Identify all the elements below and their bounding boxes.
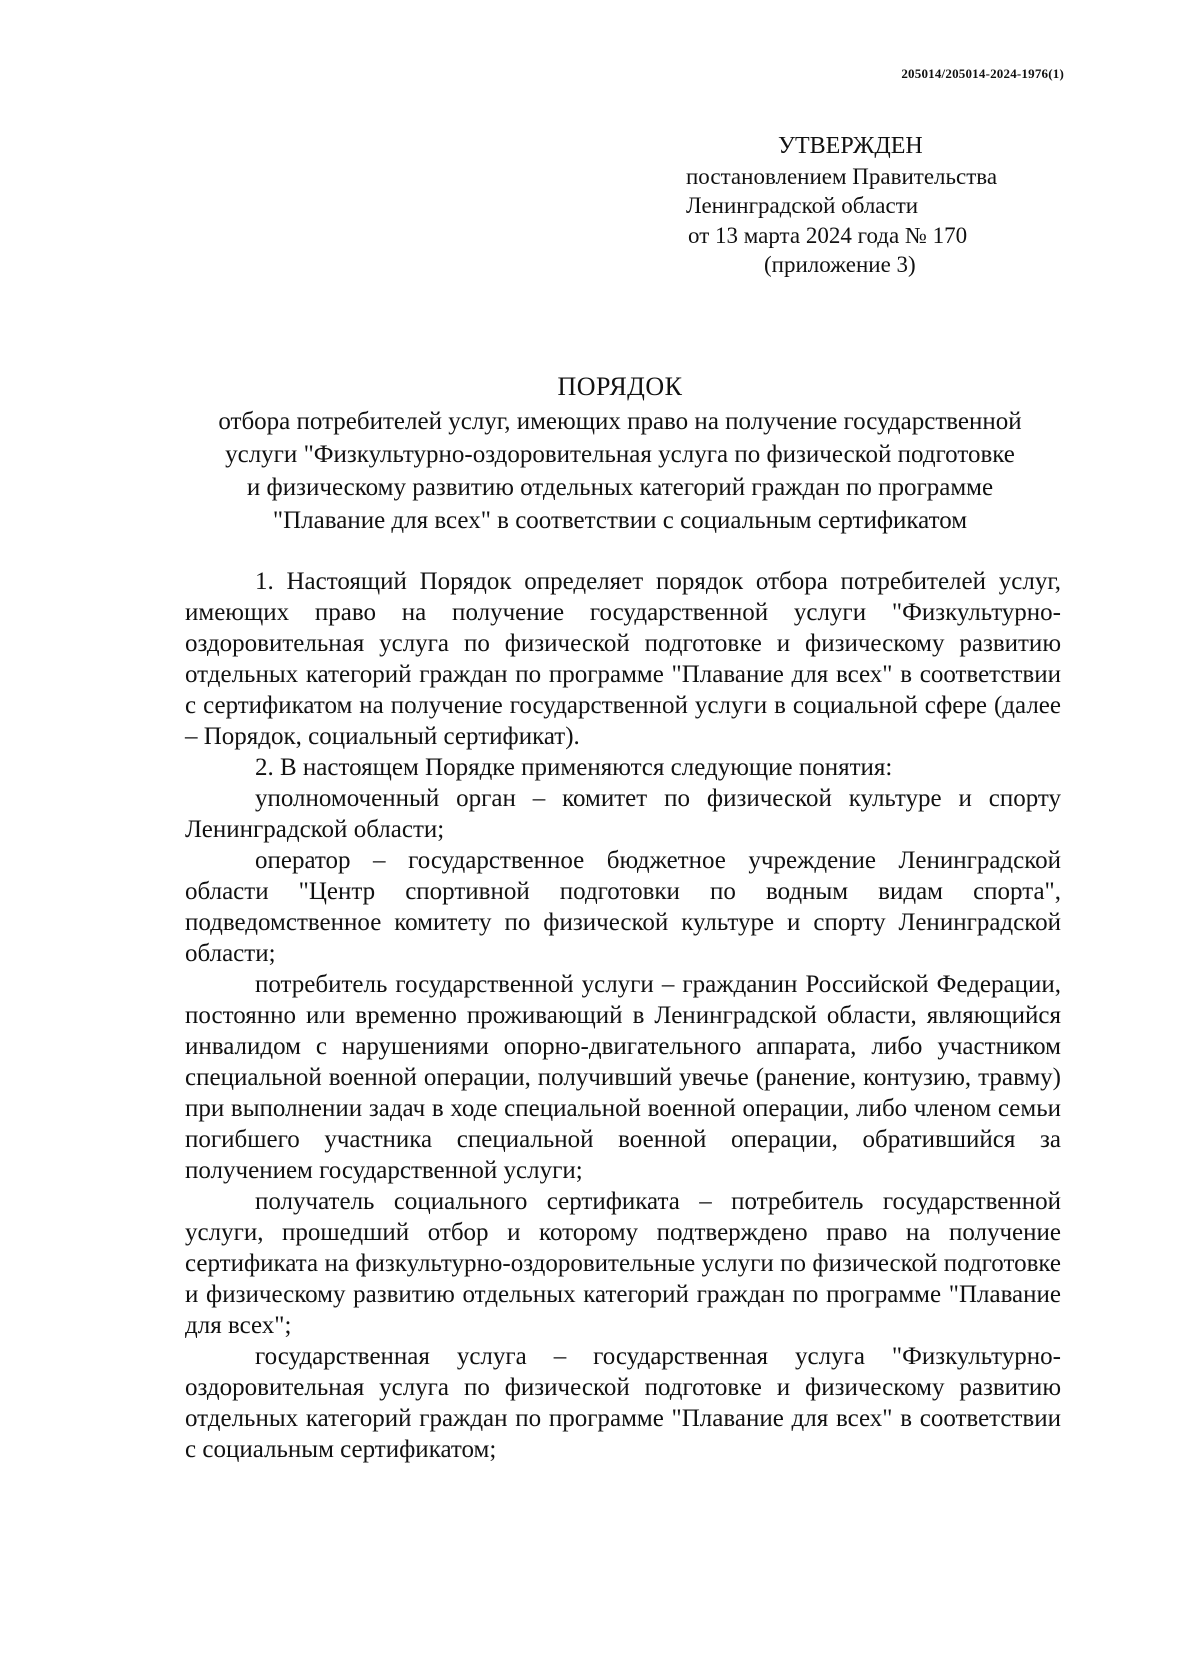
approval-stamp-block (686, 132, 1066, 280)
document-subtitle-line: "Плавание для всех" в соответствии с социальным сертификатом (272, 507, 968, 534)
registration-number: 205014/205014-2024-1976(1) (901, 66, 1064, 81)
approval-line-appendix: (приложение 3) (764, 252, 916, 277)
document-title: ПОРЯДОК (557, 372, 683, 401)
definition-operator: оператор – государственное бюджетное учреждение Ленинградской области "Центр спортивной подготовки по водным видам спорта", подведомственное комитету по физической культуре и спорту Ленинградской области; (185, 847, 1061, 967)
document-subtitle-line: отбора потребителей услуг, имеющих право на получение государственной (218, 408, 1022, 435)
document-heading (180, 370, 1060, 537)
document-subtitle-line: услуги "Физкультурно-оздоровительная услуга по физической подготовке (225, 441, 1015, 468)
paragraph-1-purpose: 1. Настоящий Порядок определяет порядок отбора потребителей услуг, имеющих право на получение государственной услуги "Физкультурно-оздоровительная услуга по физической подготовке и физическому развитию отдельных категорий граждан по программе "Плавание для всех" в соответствии с сертификатом на получение государственной услуги в социальной сфере (далее – Порядок, социальный сертификат). (185, 568, 1061, 750)
document-subtitle-line: и физическому развитию отдельных категорий граждан по программе (246, 474, 994, 501)
definition-authorized-body: уполномоченный орган – комитет по физической культуре и спорту Ленинградской области; (185, 785, 1061, 843)
approval-line-resolution: постановлением Правительства (686, 163, 998, 189)
definition-state-service: государственная услуга – государственная услуга "Физкультурно-оздоровительная услуга по физической подготовке и физическому развитию отдельных категорий граждан по программе "Плавание для всех" в соответствии с социальным сертификатом; (185, 1343, 1061, 1463)
paragraph-2-definitions-intro: 2. В настоящем Порядке применяются следующие понятия: (255, 754, 893, 781)
approval-title: УТВЕРЖДЕН (778, 133, 923, 159)
approval-line-date: от 13 марта 2024 года № 170 (688, 222, 968, 248)
definition-certificate-recipient: получатель социального сертификата – потребитель государственной услуги, прошедший отбор и которому подтверждено право на получение сертификата на физкультурно-оздоровительные услуги по физической подготовке и физическому развитию отдельных категорий граждан по программе "Плавание для всех"; (185, 1188, 1061, 1339)
document-body (185, 566, 1061, 1465)
definition-service-consumer: потребитель государственной услуги – гражданин Российской Федерации, постоянно или временно проживающий в Ленинградской области, являющийся инвалидом с нарушениями опорно-двигательного аппарата, либо участником специальной военной операции, получивший увечье (ранение, контузию, травму) при выполнении задач в ходе специальной военной операции, либо членом семьи погибшего участника специальной военной операции, обратившийся за получением государственной услуги; (185, 971, 1061, 1184)
approval-line-region: Ленинградской области (686, 193, 919, 218)
